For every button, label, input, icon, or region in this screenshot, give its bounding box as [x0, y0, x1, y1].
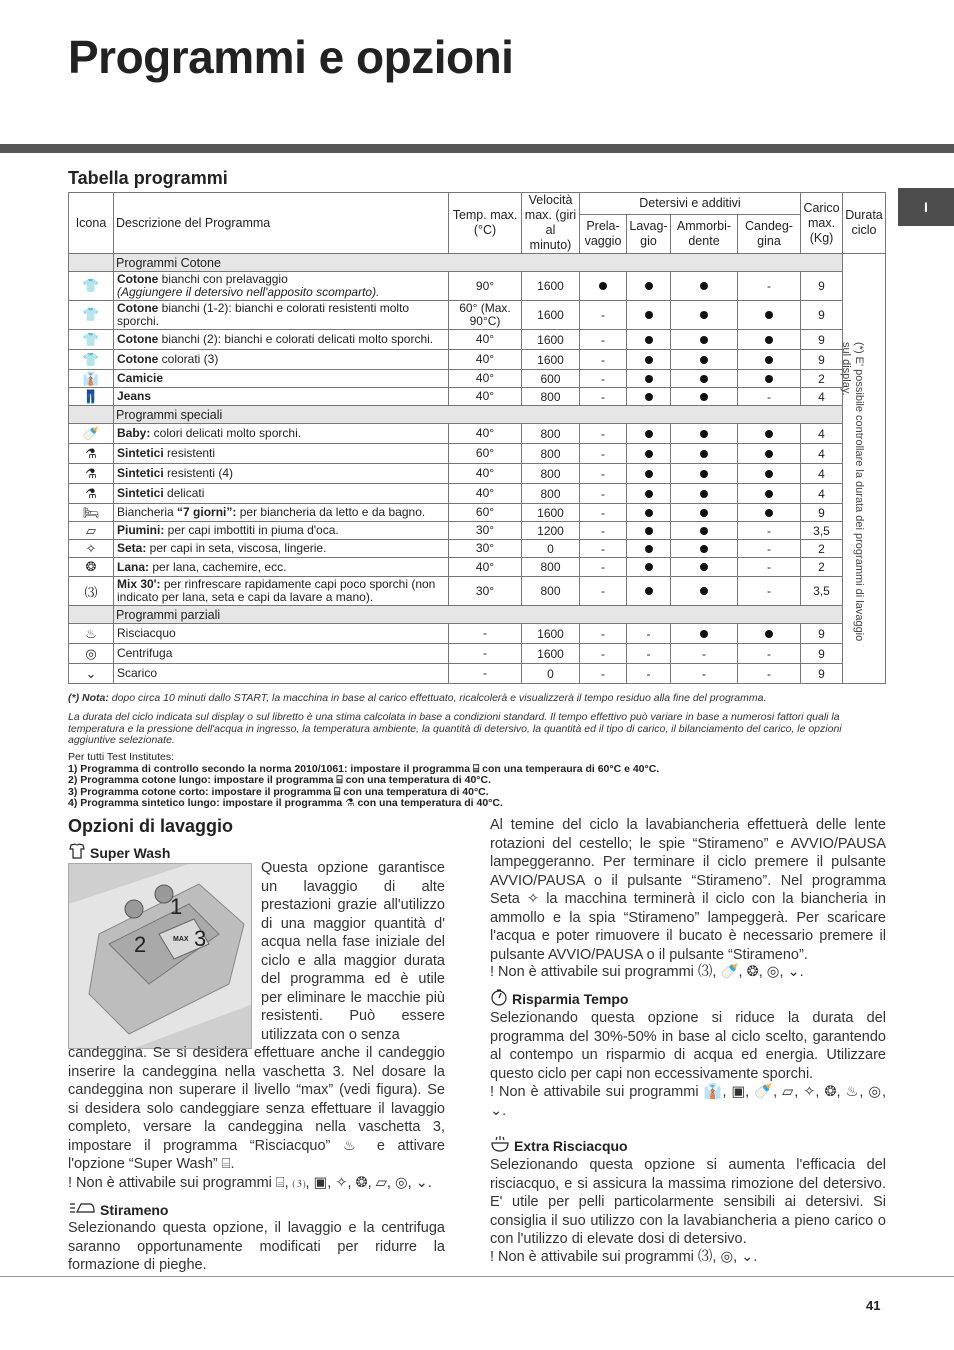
- lavaggio-value: [627, 444, 671, 464]
- dot-marker: [765, 356, 773, 364]
- dot-marker: [645, 527, 653, 535]
- program-description: Scarico: [114, 664, 449, 684]
- candeggina-value: -: [738, 388, 801, 406]
- ammorbidente-value: [671, 522, 738, 540]
- shirts-icon: 👔: [69, 370, 114, 388]
- program-description: Centrifuga: [114, 644, 449, 664]
- dot-marker: [599, 282, 607, 290]
- load-value: 9: [801, 504, 843, 522]
- temp-value: 60°: [449, 504, 522, 522]
- program-description: Sintetici delicati: [114, 484, 449, 504]
- prelavaggio-value: -: [580, 464, 627, 484]
- synthetic-icon: ⚗: [69, 444, 114, 464]
- candeggina-value: [738, 444, 801, 464]
- risparmia-tempo-text: Selezionando questa opzione si riduce la durata del programma del 30%-50% in base al ciclo scelto, garantendo al contempo un risparmio di acqua ed energia. Utilizzare questo ciclo per capi non eccessivamente sporchi.: [490, 1010, 886, 1082]
- program-row: [69, 301, 886, 330]
- temp-value: 40°: [449, 424, 522, 444]
- program-description: Cotone bianchi (2): bianchi e colorati delicati molto sporchi.: [114, 330, 449, 350]
- dot-marker: [700, 393, 708, 401]
- cotton-icon: 👕: [69, 301, 114, 330]
- extra-risciacquo-heading: Extra Risciacquo: [490, 1135, 628, 1156]
- dot-marker: [700, 336, 708, 344]
- prelavaggio-value: -: [580, 350, 627, 370]
- spin-icon: ◎: [69, 644, 114, 664]
- lavaggio-value: [627, 484, 671, 504]
- candeggina-value: [738, 330, 801, 350]
- dot-marker: [700, 545, 708, 553]
- dot-marker: [645, 509, 653, 517]
- prelavaggio-value: -: [580, 624, 627, 644]
- speed-value: 800: [522, 484, 580, 504]
- ammorbidente-value: [671, 350, 738, 370]
- table-heading: Tabella programmi: [68, 168, 228, 188]
- prelavaggio-value: -: [580, 540, 627, 558]
- candeggina-value: [738, 424, 801, 444]
- lavaggio-value: [627, 464, 671, 484]
- candeggina-value: [738, 370, 801, 388]
- header-candeggina: Candeg-gina: [738, 215, 801, 254]
- options-heading: Opzioni di lavaggio: [68, 816, 234, 836]
- lavaggio-value: [627, 577, 671, 606]
- prelavaggio-value: -: [580, 577, 627, 606]
- bedding-7days-icon: 🛏: [69, 504, 114, 522]
- extra-rinse-icon: [490, 1135, 510, 1156]
- temp-value: -: [449, 624, 522, 644]
- load-value: 2: [801, 540, 843, 558]
- dot-marker: [700, 375, 708, 383]
- lavaggio-value: [627, 350, 671, 370]
- header-velocita: Velocità max. (giri al minuto): [522, 193, 580, 254]
- stirameno-continued-text: Al temine del ciclo la lavabiancheria effettuerà delle lente rotazioni del cestello; le spie “Stirameno” e AVVIO/PAUSA lampeggeranno. Per terminare il ciclo premere il pulsante AVVIO/PAUSA o il pulsante “Stirameno”. Nel programma Seta ✧ la macchina terminerà il ciclo con la biancheria in ammollo e la spia “Stirameno” lampeggerà. Per scaricare l'acqua e poter rimuovere il bucato è necessario premere il pulsante AVVIO/PAUSA o il pulsante “Stirameno”.: [490, 817, 886, 963]
- duvet-icon: ▱: [69, 522, 114, 540]
- speed-value: 1600: [522, 330, 580, 350]
- speed-value: 800: [522, 388, 580, 406]
- candeggina-value: -: [738, 644, 801, 664]
- program-description: Seta: per capi in seta, viscosa, lingerie.: [114, 540, 449, 558]
- lavaggio-value: [627, 388, 671, 406]
- rinse-icon: ♨: [69, 624, 114, 644]
- synthetic-delicate-icon: ⚗: [69, 484, 114, 504]
- load-value: 9: [801, 330, 843, 350]
- program-description: Baby: colori delicati molto sporchi.: [114, 424, 449, 444]
- candeggina-value: -: [738, 540, 801, 558]
- header-descrizione: Descrizione del Programma: [114, 193, 449, 254]
- load-value: 3,5: [801, 522, 843, 540]
- detergent-drawer-figure: [68, 863, 252, 1049]
- speed-value: 800: [522, 577, 580, 606]
- dot-marker: [765, 450, 773, 458]
- speed-value: 1600: [522, 504, 580, 522]
- load-value: 9: [801, 301, 843, 330]
- figure-label-1: 1: [170, 894, 183, 919]
- program-row: [69, 330, 886, 350]
- ammorbidente-value: [671, 330, 738, 350]
- group-name: Programmi speciali: [114, 406, 843, 424]
- durata-cell: [840, 254, 886, 684]
- speed-value: 0: [522, 664, 580, 684]
- super-wash-na: ! Non è attivabile sui programmi ⌸, ⑶, ▣, ✧, ❂, ▱, ◎, ⌄.: [68, 1175, 432, 1191]
- dot-marker: [645, 430, 653, 438]
- header-carico: Carico max. (Kg): [801, 193, 843, 254]
- temp-value: 60° (Max. 90°C): [449, 301, 522, 330]
- stirameno-icon: [68, 1200, 96, 1219]
- super-wash-text-wide: candeggina. Se si desidera effettuare anche il candeggio inserire la candeggina nella vaschetta 3. Nel dosare la candeggina non superare il livello “max” (vedi figura). Se si desidera solo candeggiare senza effettuare il lavaggio completo, versare la candeggina nella vaschetta 3, impostare il programma “Risciacquo” ♨ e attivare l'opzione “Super Wash” ⌸.: [68, 1045, 445, 1172]
- wool-icon: ❂: [69, 558, 114, 577]
- dot-marker: [700, 282, 708, 290]
- load-value: 2: [801, 370, 843, 388]
- figure-label-max: MAX: [173, 936, 189, 943]
- risparmia-tempo-na: ! Non è attivabile sui programmi 👔, ▣, 🍼, ▱, ✧, ❂, ♨, ◎, ⌄.: [490, 1084, 886, 1119]
- dot-marker: [645, 311, 653, 319]
- lavaggio-value: [627, 540, 671, 558]
- candeggina-value: -: [738, 522, 801, 540]
- prelavaggio-value: -: [580, 330, 627, 350]
- speed-value: 800: [522, 424, 580, 444]
- load-value: 9: [801, 272, 843, 301]
- silk-icon: ✧: [69, 540, 114, 558]
- stirameno-text: Selezionando questa opzione, il lavaggio e la centrifuga saranno opportunamente modificati per ridurre la formazione di pieghe.: [68, 1220, 445, 1273]
- prelavaggio-value: -: [580, 424, 627, 444]
- ammorbidente-value: [671, 388, 738, 406]
- speed-value: 600: [522, 370, 580, 388]
- load-value: 9: [801, 624, 843, 644]
- program-row: [69, 577, 886, 606]
- ammorbidente-value: [671, 484, 738, 504]
- program-description: Jeans: [114, 388, 449, 406]
- ammorbidente-value: [671, 424, 738, 444]
- prelavaggio-value: -: [580, 370, 627, 388]
- program-row: [69, 388, 886, 406]
- lavaggio-value: [627, 301, 671, 330]
- load-value: 4: [801, 444, 843, 464]
- prelavaggio-value: -: [580, 388, 627, 406]
- dot-marker: [700, 563, 708, 571]
- temp-value: 30°: [449, 540, 522, 558]
- dot-marker: [765, 336, 773, 344]
- test-line: 4) Programma sintetico lungo: impostare il programma ⚗ con una temperatura di 40°C.: [68, 797, 503, 809]
- dot-marker: [700, 450, 708, 458]
- ammorbidente-value: [671, 464, 738, 484]
- lavaggio-value: [627, 522, 671, 540]
- load-value: 4: [801, 464, 843, 484]
- lavaggio-value: [627, 370, 671, 388]
- temp-value: 30°: [449, 522, 522, 540]
- program-description: Cotone bianchi (1-2): bianchi e colorati resistenti molto sporchi.: [114, 301, 449, 330]
- load-value: 9: [801, 644, 843, 664]
- load-value: 4: [801, 484, 843, 504]
- ammorbidente-value: [671, 301, 738, 330]
- extra-risciacquo-na: ! Non è attivabile sui programmi ⑶, ◎, ⌄.: [490, 1249, 758, 1265]
- temp-value: 40°: [449, 388, 522, 406]
- dot-marker: [765, 509, 773, 517]
- figure-label-3: 3: [194, 926, 207, 951]
- group-name: Programmi parziali: [114, 606, 843, 624]
- lavaggio-value: -: [627, 624, 671, 644]
- test-line: 2) Programma cotone lungo: impostare il programma ⌸ con una temperatura di 40°C.: [68, 774, 491, 786]
- speed-value: 1600: [522, 272, 580, 301]
- test-line: 3) Programma cotone corto: impostare il programma ⌸ con una temperatura di 40°C.: [68, 785, 489, 798]
- synthetic-icon: ⚗: [69, 464, 114, 484]
- header-durata: Durata ciclo: [843, 193, 886, 254]
- footer-divider: [0, 1276, 954, 1277]
- program-description: Sintetici resistenti (4): [114, 464, 449, 484]
- program-row: [69, 624, 886, 644]
- dot-marker: [765, 630, 773, 638]
- lavaggio-value: -: [627, 644, 671, 664]
- prelavaggio-value: -: [580, 444, 627, 464]
- speed-value: 1200: [522, 522, 580, 540]
- lavaggio-value: [627, 424, 671, 444]
- baby-icon: 🍼: [69, 424, 114, 444]
- dot-marker: [700, 311, 708, 319]
- header-icona: Icona: [69, 193, 114, 254]
- durata-note: La durata del ciclo indicata sul display o sul libretto è una stima calcolata in base a condizioni standard. Il tempo effettivo può variare in base a numerosi fattori quali la temperatura e la pressione dell'acqua in ingresso, la temperatura ambiente, la quantità di detersivo, la quantità ed il tipo di carico, il bilanciamento del carico, le opzioni aggiuntive selezionate.: [68, 711, 842, 746]
- candeggina-value: [738, 350, 801, 370]
- speed-value: 1600: [522, 350, 580, 370]
- temp-value: 40°: [449, 558, 522, 577]
- program-description: Biancheria “7 giorni”: per biancheria da letto e da bagno.: [114, 504, 449, 522]
- program-description: Cotone bianchi con prelavaggio (Aggiungere il detersivo nell'apposito scomparto).: [114, 272, 449, 301]
- program-description: Lana: per lana, cachemire, ecc.: [114, 558, 449, 577]
- dot-marker: [765, 490, 773, 498]
- dot-marker: [645, 450, 653, 458]
- speed-value: 800: [522, 558, 580, 577]
- page-number: 41: [866, 1298, 881, 1313]
- dot-marker: [645, 282, 653, 290]
- top-divider-bar: [0, 144, 954, 153]
- page-title: Programmi e opzioni: [68, 31, 514, 83]
- program-row: [69, 540, 886, 558]
- dot-marker: [645, 470, 653, 478]
- group-row: [69, 254, 886, 272]
- candeggina-value: [738, 504, 801, 522]
- load-value: 4: [801, 424, 843, 444]
- drain-icon: ⌄: [69, 664, 114, 684]
- risparmia-tempo-heading: Risparmia Tempo: [490, 988, 628, 1009]
- load-value: 2: [801, 558, 843, 577]
- speed-value: 800: [522, 464, 580, 484]
- load-value: 4: [801, 388, 843, 406]
- dot-marker: [700, 509, 708, 517]
- super-wash-icon: [68, 842, 86, 863]
- program-row: [69, 522, 886, 540]
- temp-value: -: [449, 644, 522, 664]
- program-description: Camicie: [114, 370, 449, 388]
- prelavaggio-value: -: [580, 301, 627, 330]
- temp-value: -: [449, 664, 522, 684]
- ammorbidente-value: -: [671, 644, 738, 664]
- prelavaggio-value: -: [580, 504, 627, 522]
- prelavaggio-value: -: [580, 664, 627, 684]
- ammorbidente-value: [671, 624, 738, 644]
- figure-label-2: 2: [134, 932, 147, 957]
- temp-value: 90°: [449, 272, 522, 301]
- test-institutes: Per tutti Test Institutes: 1) Programma di controllo secondo la norma 2010/1061: impostare il programma ⌸ con una temperaura di 60°C e 40°C. 2) Programma cotone lungo: impostare il programma ⌸ con una temperatura di 40°C. 3) Programma cotone corto: impostare il programma ⌸ con una temperatura di 40°C. 4) Programma sintetico lungo: impostare il programma ⚗ con una temperatura di 40°C.: [68, 751, 660, 809]
- dot-marker: [765, 430, 773, 438]
- candeggina-value: -: [738, 272, 801, 301]
- speed-value: 800: [522, 444, 580, 464]
- program-description: Risciacquo: [114, 624, 449, 644]
- speed-value: 0: [522, 540, 580, 558]
- dot-marker: [645, 545, 653, 553]
- temp-value: 40°: [449, 350, 522, 370]
- candeggina-value: [738, 624, 801, 644]
- group-icon-cell: [69, 406, 114, 424]
- program-description: Cotone colorati (3): [114, 350, 449, 370]
- program-row: [69, 484, 886, 504]
- dot-marker: [765, 375, 773, 383]
- candeggina-value: [738, 464, 801, 484]
- dot-marker: [645, 490, 653, 498]
- stirameno-na: ! Non è attivabile sui programmi ⑶, 🍼, ❂, ◎, ⌄.: [490, 964, 804, 980]
- speed-value: 1600: [522, 301, 580, 330]
- ammorbidente-value: -: [671, 664, 738, 684]
- program-row: [69, 558, 886, 577]
- temp-value: 40°: [449, 330, 522, 350]
- program-row: [69, 272, 886, 301]
- dot-marker: [645, 563, 653, 571]
- dot-marker: [765, 311, 773, 319]
- load-value: 9: [801, 664, 843, 684]
- program-row: [69, 504, 886, 522]
- candeggina-value: -: [738, 664, 801, 684]
- dot-marker: [700, 470, 708, 478]
- program-row: [69, 370, 886, 388]
- dot-marker: [645, 336, 653, 344]
- group-row: [69, 606, 886, 624]
- stirameno-heading: Stirameno: [68, 1200, 168, 1219]
- group-row: [69, 406, 886, 424]
- ammorbidente-value: [671, 504, 738, 522]
- cotton-prewash-icon: 👕: [69, 272, 114, 301]
- dot-marker: [700, 490, 708, 498]
- group-icon-cell: [69, 606, 114, 624]
- ammorbidente-value: [671, 558, 738, 577]
- prelavaggio-value: -: [580, 484, 627, 504]
- extra-risciacquo-text: Selezionando questa opzione si aumenta l'efficacia del risciacquo, e si assicura la massima rimozione del detersivo. E' utile per pelli particolarmente sensibili ai detersivi. Si consiglia il suo utilizzo con la lavabiancheria a pieno carico o con l'utilizzo di elevate dosi di detersivo.: [490, 1157, 886, 1247]
- mix30-icon: ⑶: [69, 577, 114, 606]
- super-wash-text-narrow: Questa opzione garantisce un lavaggio di alte prestazioni grazie all'utilizzo di una maggior quantità d' acqua nella fase iniziale del ciclo e alla maggior durata del programma ed è utile per eliminare le macchie più resistenti. Può essere utilizzata con o senza: [261, 860, 445, 1043]
- program-row: [69, 664, 886, 684]
- temp-value: 40°: [449, 484, 522, 504]
- ammorbidente-value: [671, 577, 738, 606]
- load-value: 9: [801, 350, 843, 370]
- temp-value: 30°: [449, 577, 522, 606]
- group-name: Programmi Cotone: [114, 254, 843, 272]
- load-value: 3,5: [801, 577, 843, 606]
- lavaggio-value: [627, 558, 671, 577]
- dot-marker: [700, 587, 708, 595]
- dot-marker: [645, 375, 653, 383]
- header-lavaggio: Lavag-gio: [627, 215, 671, 254]
- jeans-icon: 👖: [69, 388, 114, 406]
- super-wash-heading: Super Wash: [68, 842, 170, 863]
- program-description: Piumini: per capi imbottiti in piuma d'oca.: [114, 522, 449, 540]
- candeggina-value: [738, 484, 801, 504]
- program-row: [69, 424, 886, 444]
- lavaggio-value: [627, 504, 671, 522]
- temp-value: 60°: [449, 444, 522, 464]
- ammorbidente-value: [671, 370, 738, 388]
- ammorbidente-value: [671, 444, 738, 464]
- dot-marker: [700, 630, 708, 638]
- header-ammorbidente: Ammorbi-dente: [671, 215, 738, 254]
- dot-marker: [700, 527, 708, 535]
- language-tab: I: [898, 188, 954, 226]
- dot-marker: [765, 470, 773, 478]
- temp-value: 40°: [449, 370, 522, 388]
- candeggina-value: [738, 301, 801, 330]
- speed-value: 1600: [522, 644, 580, 664]
- header-prelavaggio: Prela-vaggio: [580, 215, 627, 254]
- lavaggio-value: -: [627, 664, 671, 684]
- program-row: [69, 644, 886, 664]
- program-row: [69, 444, 886, 464]
- dot-marker: [645, 393, 653, 401]
- program-row: [69, 350, 886, 370]
- temp-value: 40°: [449, 464, 522, 484]
- dot-marker: [700, 430, 708, 438]
- lavaggio-value: [627, 330, 671, 350]
- nota: (*) Nota: dopo circa 10 minuti dallo START, la macchina in base al carico effettuato, ricalcolerà e visualizzerà il tempo residuo alla fine del programma.: [68, 692, 767, 704]
- test-line: 1) Programma di controllo secondo la norma 2010/1061: impostare il programma ⌸ con una temperaura di 60°C e 40°C.: [68, 762, 660, 775]
- timer-icon: [490, 988, 508, 1009]
- dot-marker: [645, 587, 653, 595]
- speed-value: 1600: [522, 624, 580, 644]
- dot-marker: [645, 356, 653, 364]
- prelavaggio-value: -: [580, 558, 627, 577]
- prelavaggio-value: -: [580, 522, 627, 540]
- candeggina-value: -: [738, 558, 801, 577]
- prelavaggio-value: -: [580, 644, 627, 664]
- cotton-icon: 👕: [69, 330, 114, 350]
- ammorbidente-value: [671, 540, 738, 558]
- prelavaggio-value: [580, 272, 627, 301]
- cotton-colored-icon: 👕: [69, 350, 114, 370]
- program-description: Mix 30': per rinfrescare rapidamente capi poco sporchi (non indicato per lana, seta e capi da lavare a mano).: [114, 577, 449, 606]
- ammorbidente-value: [671, 272, 738, 301]
- header-detersivi: Detersivi e additivi: [580, 193, 801, 215]
- candeggina-value: -: [738, 577, 801, 606]
- program-description: Sintetici resistenti: [114, 444, 449, 464]
- group-icon-cell: [69, 254, 114, 272]
- programs-table: [68, 192, 886, 684]
- dot-marker: [700, 356, 708, 364]
- header-temp: Temp. max. (°C): [449, 193, 522, 254]
- lavaggio-value: [627, 272, 671, 301]
- program-row: [69, 464, 886, 484]
- durata-note: (*) E' possibile controllare la durata dei programmi di lavaggio sul display.: [840, 342, 865, 642]
